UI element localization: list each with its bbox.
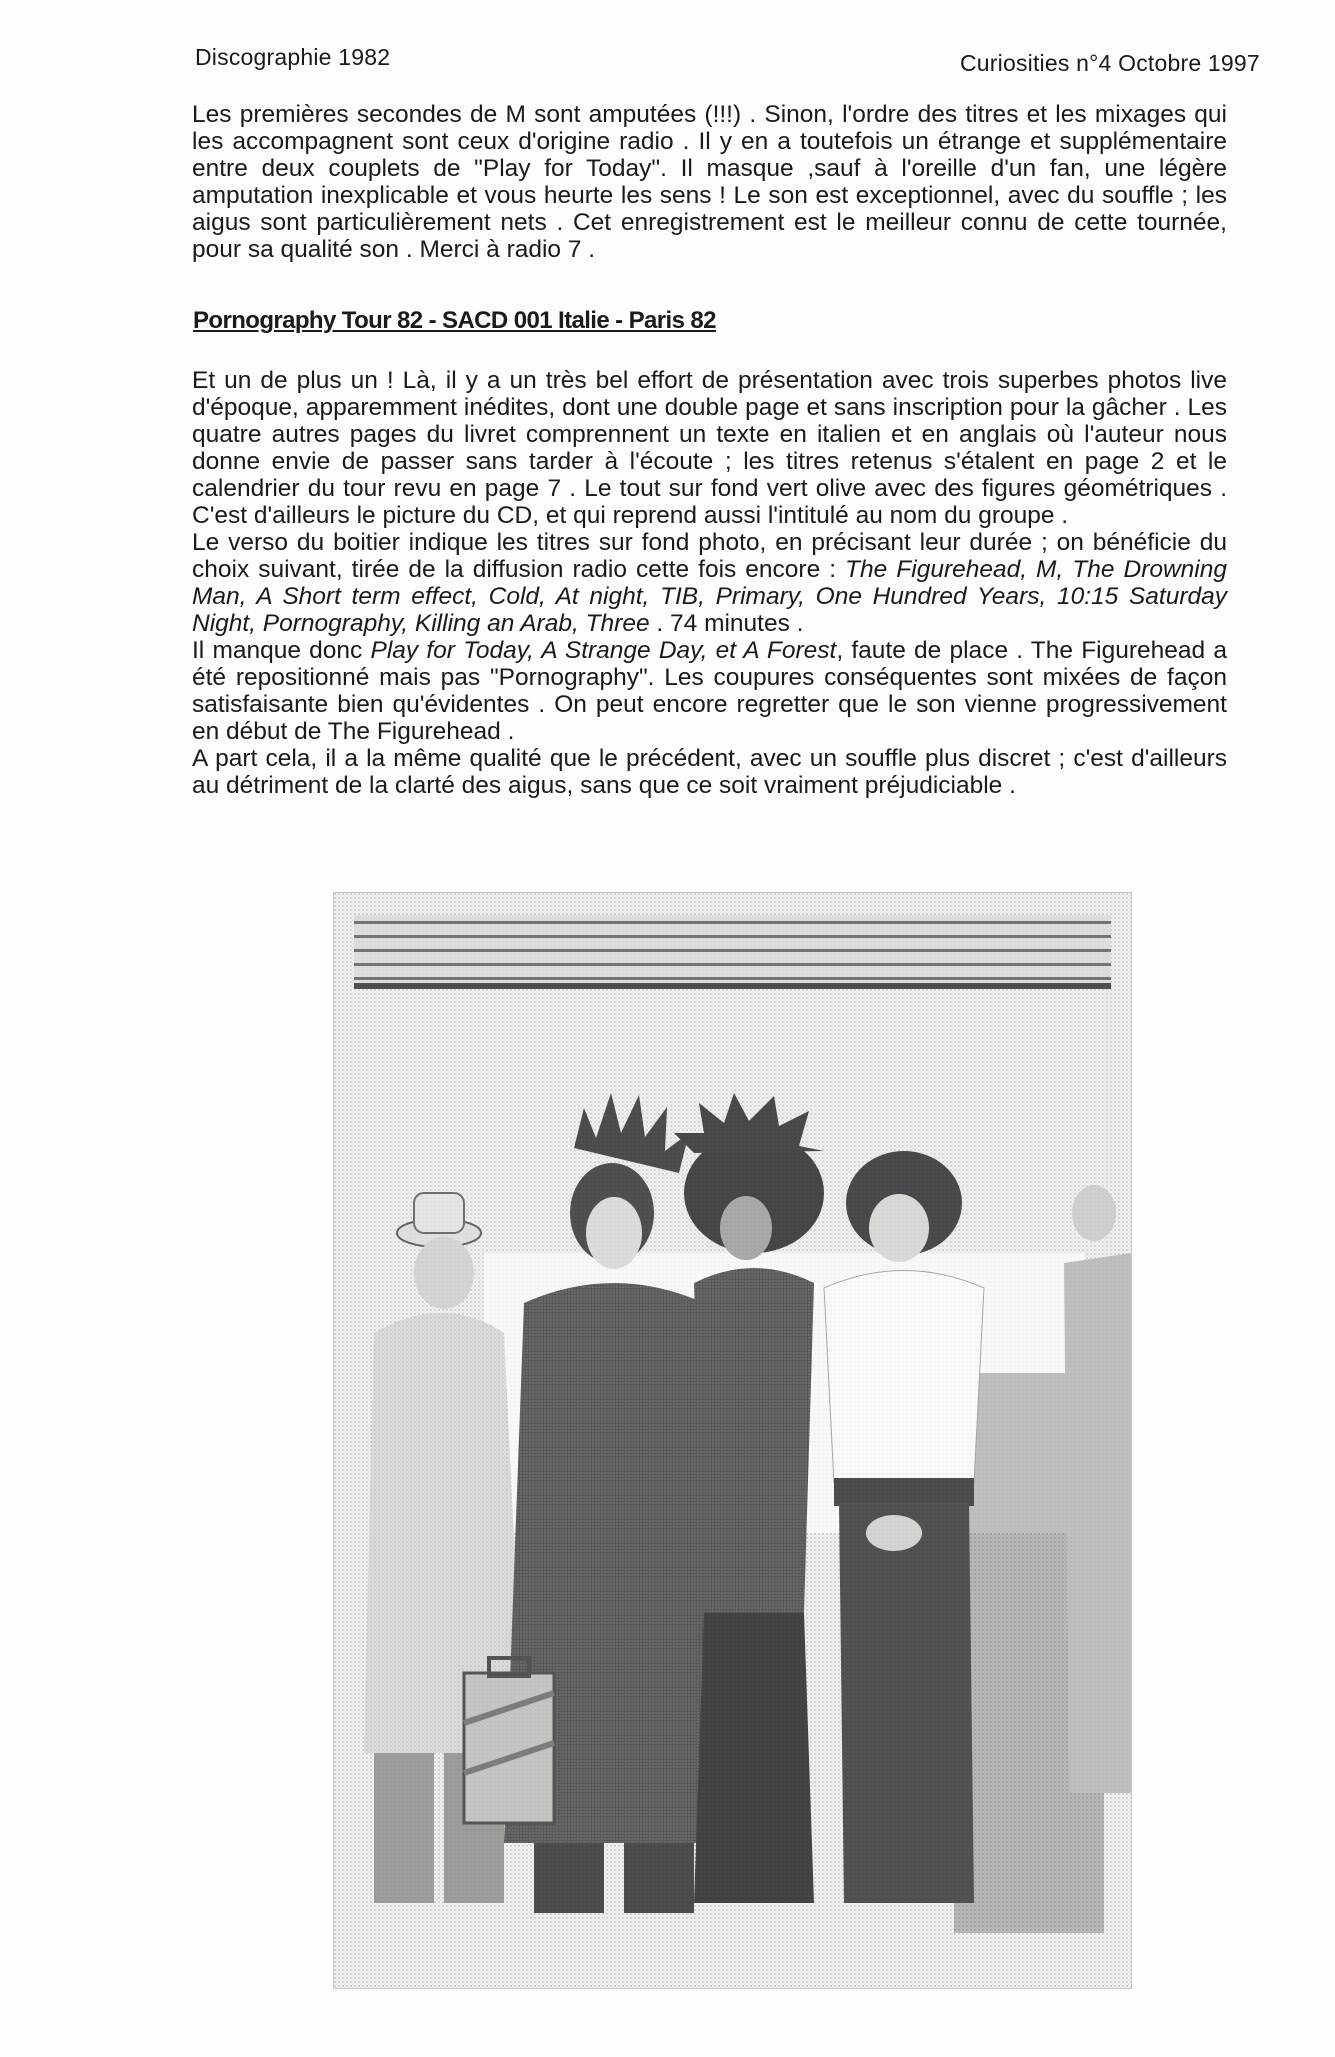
band-photo — [334, 893, 1131, 1988]
review-p2-lead: Le verso du boitier indique les titres sur fond photo, en précisant leur durée ; on bénéficie du choix suivant, tirée de la diffusion radio cette fois encore : — [192, 529, 1227, 583]
running-header-right: Curiosities n°4 Octobre 1997 — [960, 50, 1260, 76]
track-list: The Figurehead, M, The Drowning Man, A Short term effect, Cold, At night, TIB, Primary, One Hundred Years, 10:15 Saturday Night, Pornography, Killing an Arab, Three — [192, 556, 1228, 637]
missing-tracks: Play for Today, A Strange Day, et A Forest — [370, 637, 837, 664]
review-text — [192, 367, 1227, 799]
review-paragraph-3 — [192, 637, 1227, 745]
review-paragraph-4: A part cela, il a la même qualité que le précédent, avec un souffle plus discret ; c'est d'ailleurs au détriment de la clarté des aigus, sans que ce soit vraiment préjudiciable . — [192, 745, 1227, 799]
section-heading: Pornography Tour 82 - SACD 001 Italie - Paris 82 — [193, 307, 716, 334]
review-paragraph-2 — [192, 529, 1227, 637]
review-p3-lead: Il manque donc — [192, 637, 371, 664]
review-paragraph-1: Et un de plus un ! Là, il y a un très bel effort de présentation avec trois superbes photos live d'époque, apparemment inédites, dont une double page et sans inscription pour la gâcher . Les quatre autres pages du livret comprennent un texte en italien et en anglais où l'auteur nous donne envie de passer sans tarder à l'écoute ; les titres retenus s'étalent en page 2 et le calendrier du tour revu en page 7 . Le tout sur fond vert olive avec des figures géométriques . C'est d'ailleurs le picture du CD, et qui reprend aussi l'intitulé au nom du groupe . — [192, 367, 1227, 529]
intro-paragraph: Les premières secondes de M sont amputées (!!!) . Sinon, l'ordre des titres et les mixages qui les accompagnent sont ceux d'origine radio . Il y en a toutefois un étrange et supplémentaire entre deux couplets de "Play for Today". Il masque ,sauf à l'oreille d'un fan, une légère amputation inexplicable et vous heurte les sens ! Le son est exceptionnel, avec du souffle ; les aigus sont particulièrement nets . Cet enregistrement est le meilleur connu de cette tournée, pour sa qualité son . Merci à radio 7 . — [192, 101, 1227, 263]
photo-frame — [334, 893, 1131, 1988]
running-header-left: Discographie 1982 — [195, 44, 391, 70]
review-p2-tail: . 74 minutes . — [649, 610, 804, 637]
review-p3-tail: , faute de place . The Figurehead a été repositionné mais pas "Pornography". Les coupures conséquentes sont mixées de façon satisfaisante bien qu'évidentes . On peut encore regretter que le son vienne progressivement en début de The Figurehead . — [192, 637, 1227, 745]
